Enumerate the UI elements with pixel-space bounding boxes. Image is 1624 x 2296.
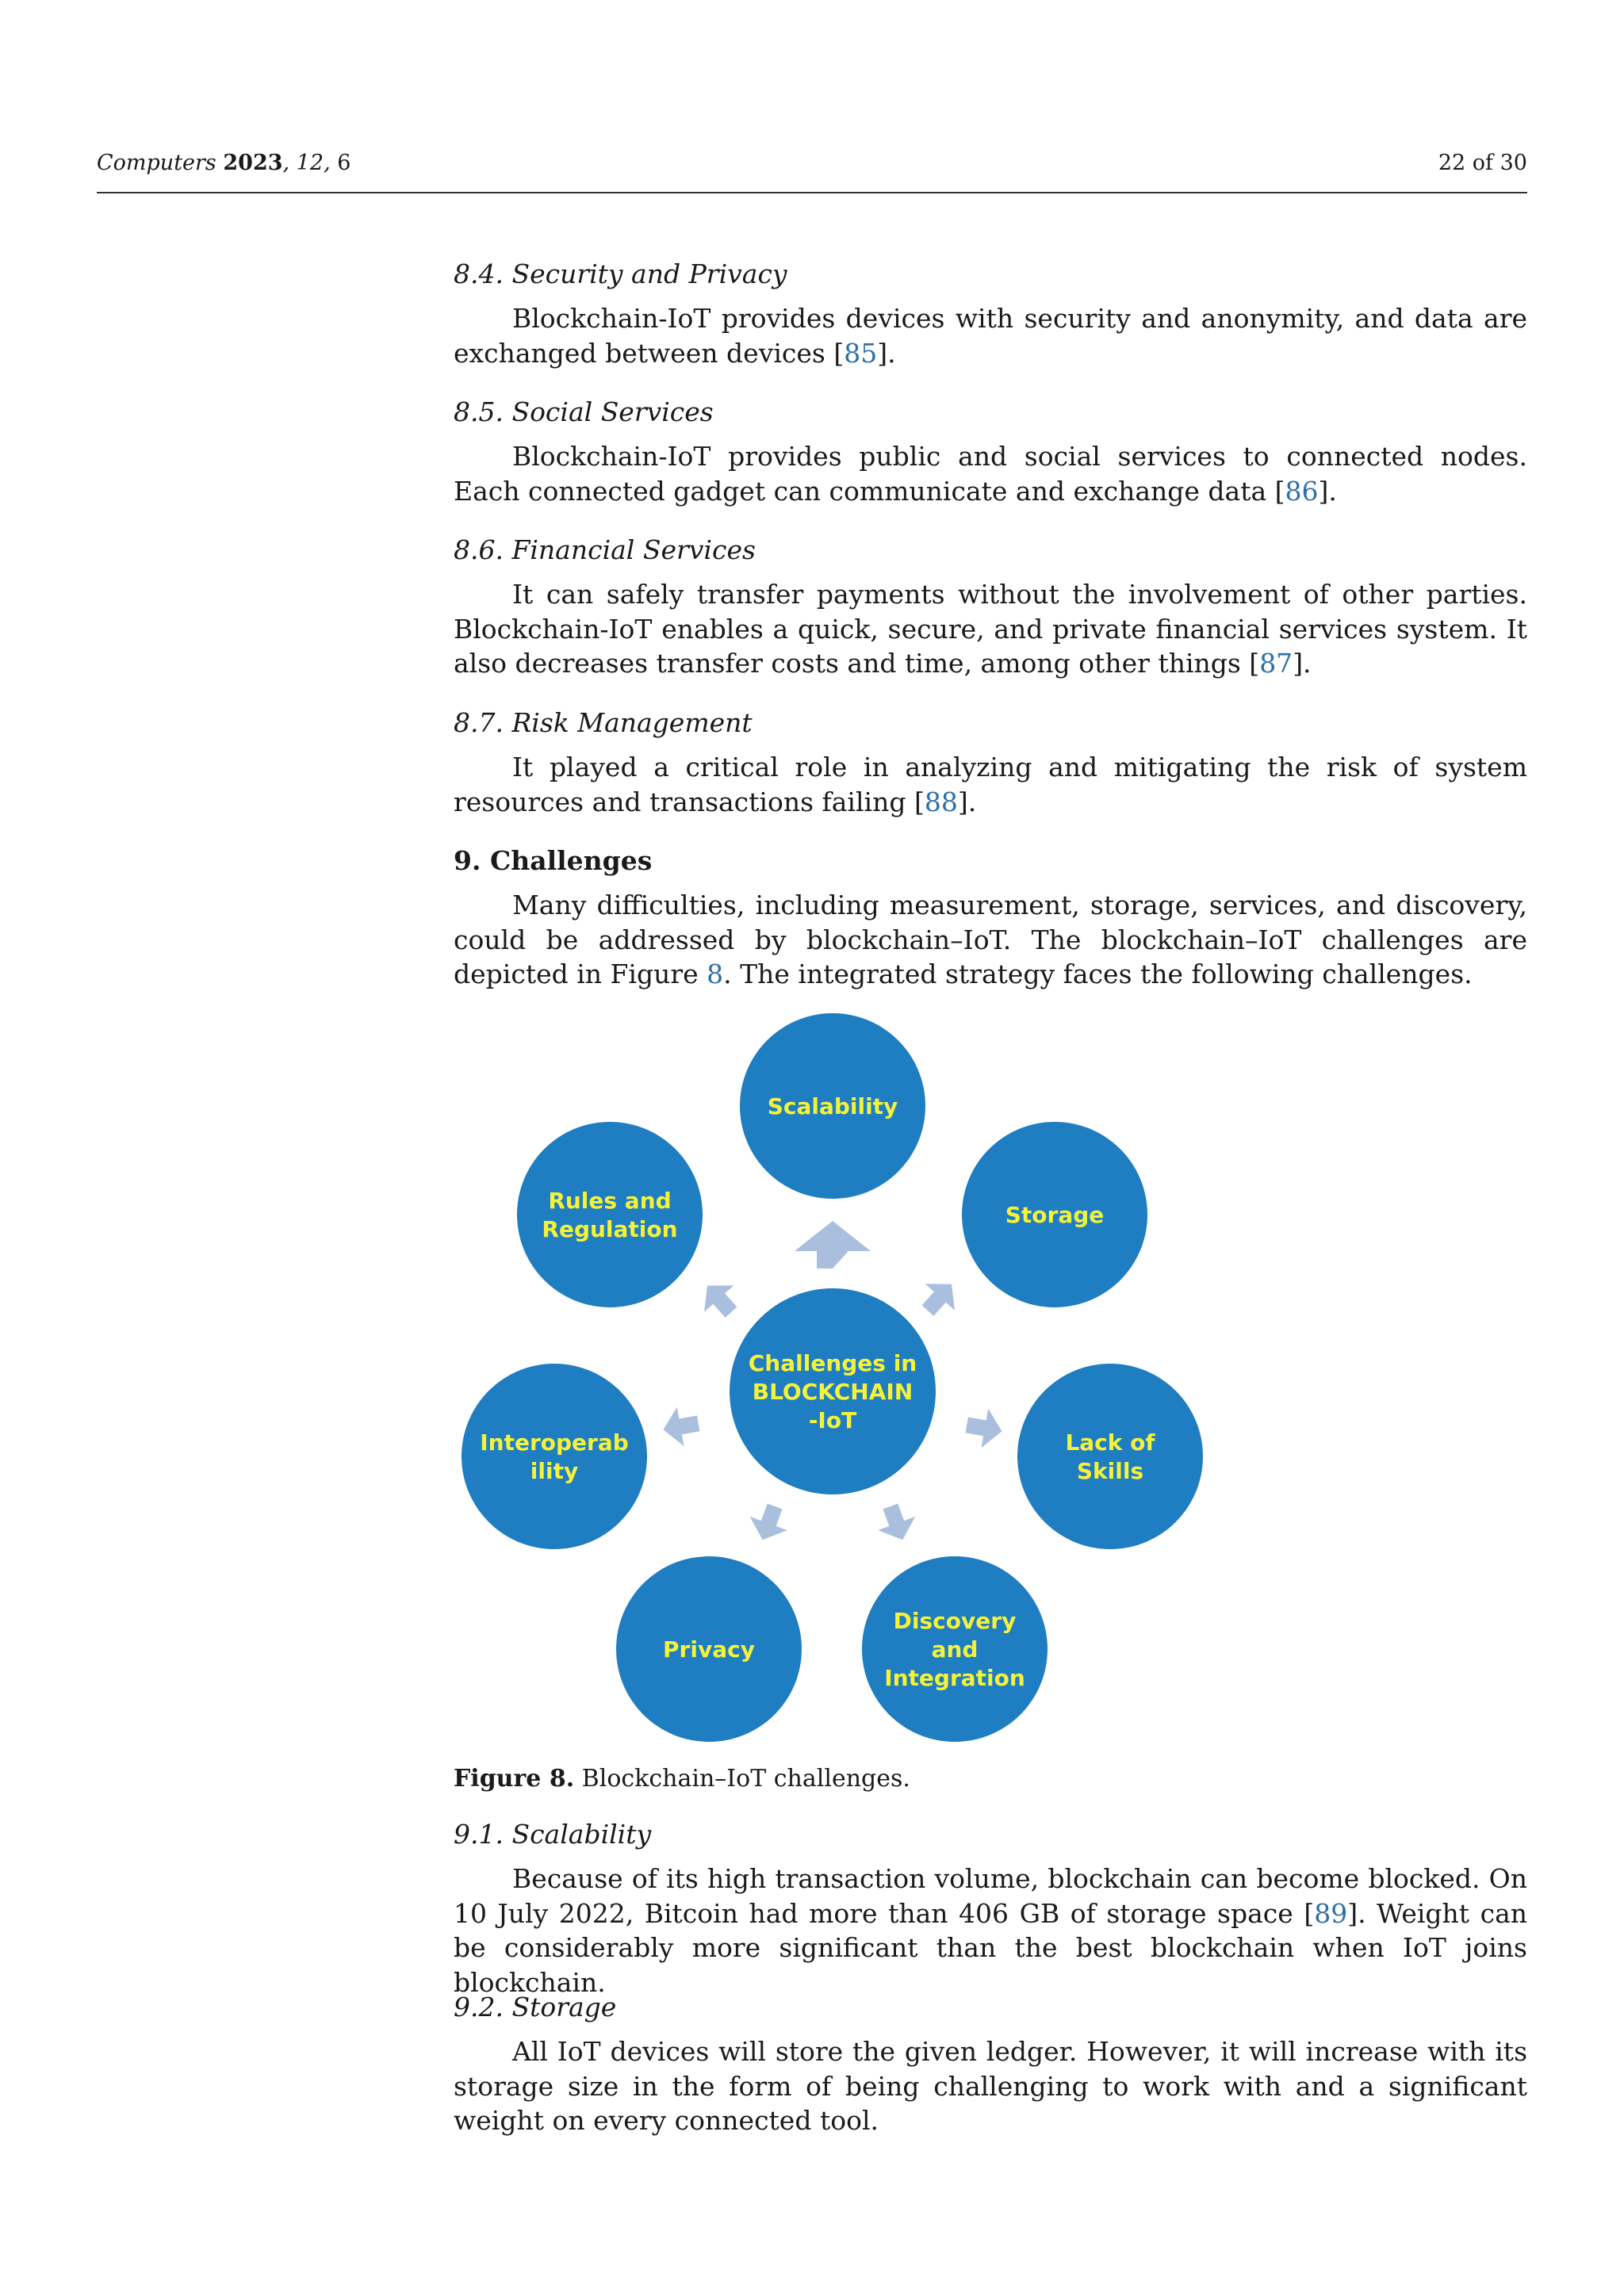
node-label-line: Interoperab xyxy=(480,1429,629,1456)
section-8-6-text: It can safely transfer payments without the involvement of other parties. Blockchain-IoT enables a quick, secure, and private financial services system. It also decreases transfer costs and time, among other things [87]. xyxy=(454,579,1527,679)
node-label-line: Scalability xyxy=(767,1093,898,1119)
node-label-line: and xyxy=(931,1636,979,1663)
arrow-right xyxy=(963,1406,1005,1451)
node-label-line: Regulation xyxy=(542,1216,678,1242)
challenges-diagram xyxy=(454,1007,1247,1752)
node-label-line: Storage xyxy=(1005,1202,1105,1228)
section-8-7-text: It played a critical role in analyzing and mitigating the risk of system resources and transactions failing [88]. xyxy=(454,752,1527,817)
node-label-line: Integration xyxy=(884,1665,1025,1691)
node-storage xyxy=(962,1122,1147,1307)
node-interoperability xyxy=(462,1364,647,1549)
node-label-line: Discovery xyxy=(893,1608,1017,1634)
center-node xyxy=(730,1288,936,1494)
section-8-6-title: 8.6. Financial Services xyxy=(454,534,756,565)
page-number: 22 of 30 xyxy=(1438,151,1527,175)
node-label-line: Skills xyxy=(1076,1458,1144,1484)
arrow-upper-right xyxy=(913,1271,966,1324)
arrow-up xyxy=(795,1221,871,1269)
citation-link[interactable]: 86 xyxy=(1285,475,1319,507)
citation-link[interactable]: 89 xyxy=(1314,1897,1348,1929)
node-label-line: BLOCKCHAIN xyxy=(752,1379,914,1405)
node-privacy xyxy=(616,1556,802,1742)
node-label xyxy=(663,1636,755,1663)
node-discovery-and-integration xyxy=(862,1556,1048,1742)
section-9-title: 9. Challenges xyxy=(454,845,653,876)
node-lack-of-skills xyxy=(1017,1364,1203,1549)
node-rules-and-regulation xyxy=(517,1122,703,1307)
section-9-1-text: Because of its high transaction volume, blockchain can become blocked. On 10 July 2022, Bitcoin had more than 406 GB of storage space [89]. Weight can be considerably more significant than the best blockchain when IoT joins blockchain. xyxy=(454,1863,1527,1998)
citation-link[interactable]: 87 xyxy=(1259,648,1293,679)
node-label-line: Challenges in xyxy=(748,1350,917,1376)
node-label-line: Rules and xyxy=(548,1188,672,1214)
node-scalability xyxy=(740,1013,925,1199)
section-9-2-text: All IoT devices will store the given ledger. However, it will increase with its storage size in the form of being challenging to work with and a significant weight on every connected tool. xyxy=(454,2036,1527,2136)
citation-link[interactable]: 85 xyxy=(844,337,878,369)
figure-link[interactable]: 8 xyxy=(707,959,724,989)
section-9-2-title: 9.2. Storage xyxy=(454,1992,617,2022)
section-8-4-title: 8.4. Security and Privacy xyxy=(454,258,787,289)
page-header xyxy=(97,147,1527,193)
node-label xyxy=(768,1093,898,1119)
node-label-line: ility xyxy=(530,1458,579,1484)
section-9-text: Many difficulties, including measurement, storage, services, and discovery, could be addressed by blockchain–IoT. The blockchain–IoT challenges are depicted in Figure 8. The integrated strategy faces the following challenges. xyxy=(454,890,1527,989)
section-8-4-text: Blockchain-IoT provides devices with security and anonymity, and data are exchanged between devices [85]. xyxy=(454,303,1527,369)
arrow-lower-right xyxy=(871,1499,921,1546)
section-9-1-title: 9.1. Scalability xyxy=(454,1819,652,1850)
section-8-5-title: 8.5. Social Services xyxy=(454,396,714,427)
figure-caption: Figure 8. Blockchain–IoT challenges. xyxy=(454,1765,910,1793)
node-label-line: Lack of xyxy=(1065,1429,1155,1456)
node-label xyxy=(1005,1202,1105,1228)
journal-citation: Computers 2023, 12, 6 xyxy=(97,151,351,175)
section-8-7-title: 8.7. Risk Management xyxy=(454,707,753,738)
citation-link[interactable]: 88 xyxy=(924,786,958,817)
section-8-5-text: Blockchain-IoT provides public and social services to connected nodes. Each connected gadget can communicate and exchange data [86]. xyxy=(454,441,1527,507)
arrow-lower-left xyxy=(744,1499,793,1546)
arrow-left xyxy=(660,1404,702,1449)
arrow-upper-left xyxy=(692,1272,745,1326)
node-label-line: Privacy xyxy=(663,1636,755,1663)
node-label-line: -IoT xyxy=(808,1407,857,1433)
